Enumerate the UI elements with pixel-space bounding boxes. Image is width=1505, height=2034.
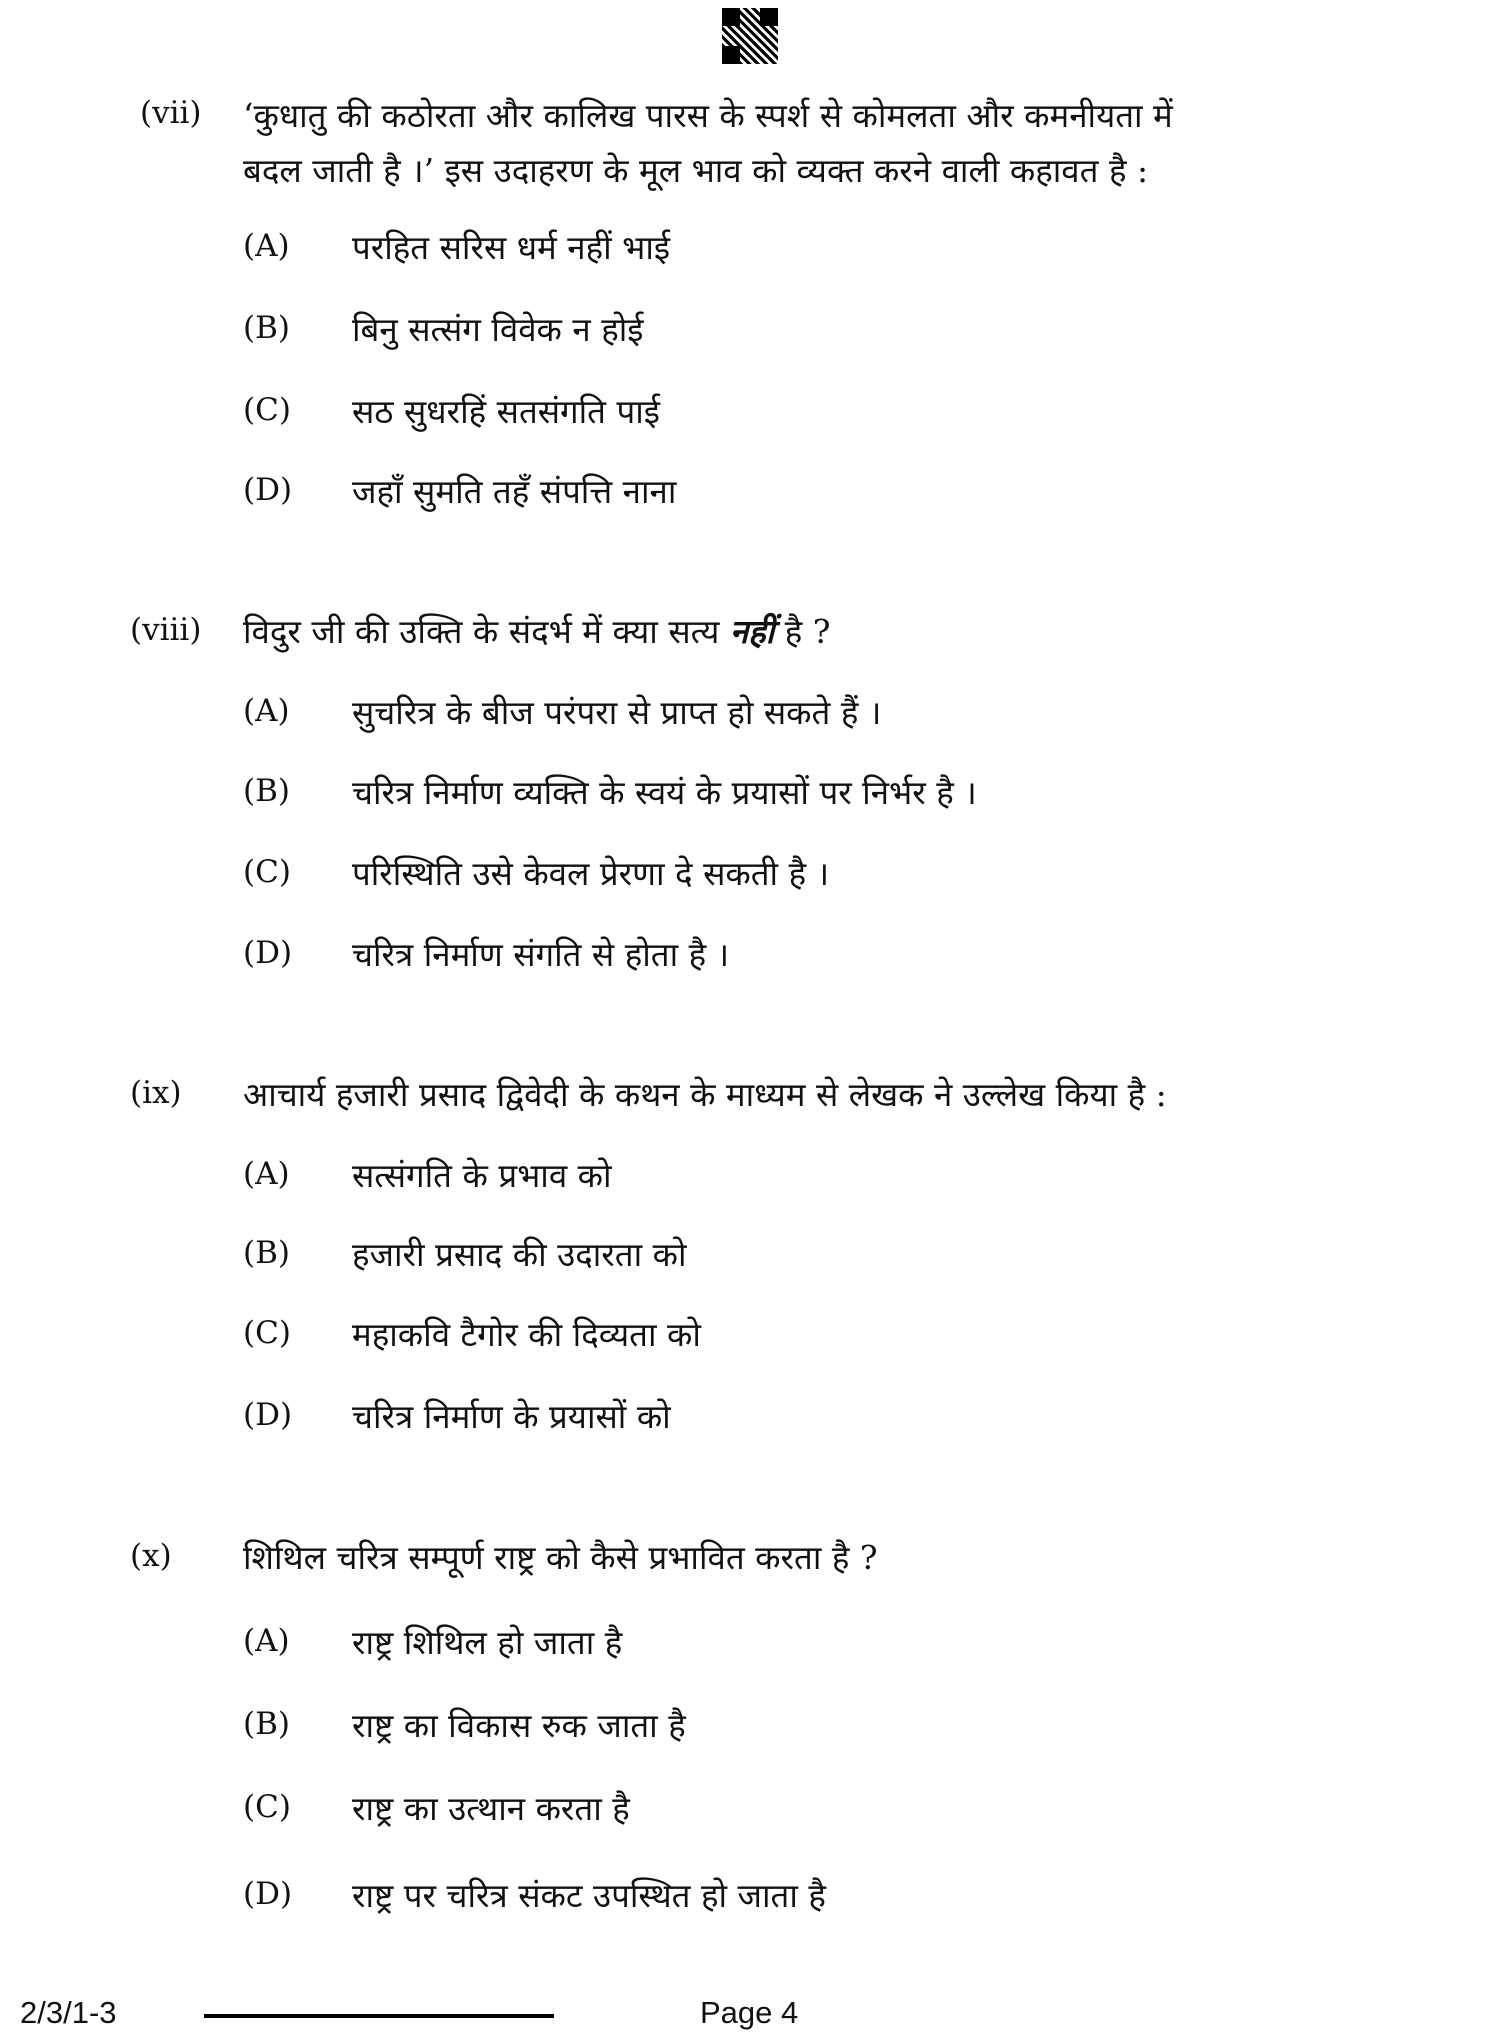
qr-code [722, 8, 778, 64]
option-letter: (B) [243, 1235, 290, 1271]
footer-rule [204, 2014, 554, 2018]
option-letter: (D) [243, 1876, 293, 1912]
emphasis-word: नहीं [729, 612, 775, 651]
paper-code: 2/3/1-3 [20, 1995, 117, 2030]
option-letter: (A) [243, 228, 290, 264]
question-text: आचार्य हजारी प्रसाद द्विवेदी के कथन के माध्यम से लेखक ने उल्लेख किया है : [243, 1075, 1167, 1114]
question-text-start: विदुर जी की उक्ति के संदर्भ में क्या सत्य [243, 612, 730, 651]
option-text: सत्संगति के प्रभाव को [352, 1156, 612, 1195]
question-number: (viii) [130, 612, 202, 648]
question-text-line1: ‘कुधातु की कठोरता और कालिख पारस के स्पर्श से कोमलता और कमनीयता में [243, 96, 1173, 135]
question-number: (vii) [140, 95, 202, 131]
option-letter: (D) [243, 1397, 293, 1433]
option-text: चरित्र निर्माण व्यक्ति के स्वयं के प्रयासों पर निर्भर है । [352, 773, 977, 812]
option-text: राष्ट्र का विकास रुक जाता है [352, 1706, 686, 1745]
option-letter: (B) [243, 1706, 290, 1742]
option-letter: (D) [243, 935, 293, 971]
option-text: चरित्र निर्माण के प्रयासों को [352, 1397, 671, 1436]
option-letter: (C) [243, 1315, 291, 1351]
option-text: राष्ट्र पर चरित्र संकट उपस्थित हो जाता है [352, 1876, 826, 1915]
option-text: सुचरित्र के बीज परंपरा से प्राप्त हो सकते हैं । [352, 693, 882, 732]
question-text [243, 608, 830, 653]
option-text: चरित्र निर्माण संगति से होता है । [352, 935, 730, 974]
option-text: परिस्थिति उसे केवल प्रेरणा दे सकती है । [352, 854, 830, 893]
option-letter: (C) [243, 392, 291, 428]
option-text: राष्ट्र का उत्थान करता है [352, 1789, 630, 1828]
question-text-end: है ? [774, 612, 831, 651]
option-text: महाकवि टैगोर की दिव्यता को [352, 1315, 701, 1354]
option-text: हजारी प्रसाद की उदारता को [352, 1235, 687, 1274]
option-text: परहित सरिस धर्म नहीं भाई [352, 228, 671, 267]
option-letter: (C) [243, 1789, 291, 1825]
option-letter: (A) [243, 693, 290, 729]
option-text: सठ सुधरहिं सतसंगति पाई [352, 392, 660, 431]
option-letter: (C) [243, 854, 291, 890]
option-text: बिनु सत्संग विवेक न होई [352, 310, 644, 349]
question-text: शिथिल चरित्र सम्पूर्ण राष्ट्र को कैसे प्रभावित करता है ? [243, 1538, 878, 1577]
question-text-line2: बदल जाती है ।’ इस उदाहरण के मूल भाव को व्यक्त करने वाली कहावत है : [243, 151, 1149, 190]
question-number: (ix) [130, 1075, 182, 1111]
option-letter: (A) [243, 1623, 290, 1659]
question-number: (x) [130, 1538, 172, 1574]
option-letter: (D) [243, 472, 293, 508]
option-letter: (B) [243, 310, 290, 346]
page-number: Page 4 [700, 1995, 799, 2030]
option-text: राष्ट्र शिथिल हो जाता है [352, 1623, 623, 1662]
option-letter: (A) [243, 1156, 290, 1192]
option-letter: (B) [243, 773, 290, 809]
option-text: जहाँ सुमति तहँ संपत्ति नाना [352, 472, 677, 511]
